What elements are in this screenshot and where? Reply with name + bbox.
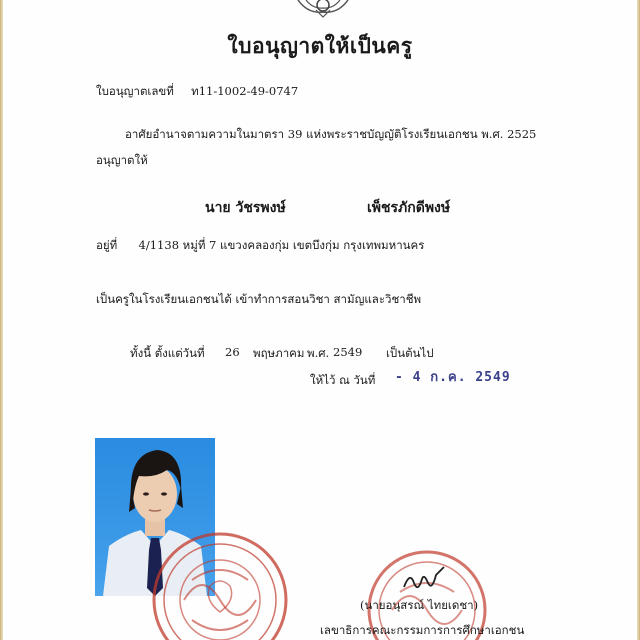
effective-day: 26 xyxy=(225,345,240,359)
role-text: เป็นครูในโรงเรียนเอกชนได้ เข้าทำการสอนวิชา สามัญและวิชาชีพ xyxy=(96,292,422,306)
page-edge-left xyxy=(0,0,3,640)
signature-mark xyxy=(400,565,450,595)
issued-date-stamp: - 4 ก.ค. 2549 xyxy=(395,370,511,385)
person-last-name: เพ็ชรภักดีพงษ์ xyxy=(367,200,451,216)
garuda-emblem-icon xyxy=(288,0,358,18)
signatory-position: เลขาธิการคณะกรรมการการศึกษาเอกชน xyxy=(320,623,525,637)
certificate-title: ใบอนุญาตให้เป็นครู xyxy=(227,33,413,58)
address-value: 4/1138 หมู่ที่ 7 แขวงคลองกุ่ม เขตบึงกุ่ม กรุงเทพมหานคร xyxy=(138,238,425,252)
license-number-value: ท11-1002-49-0747 xyxy=(191,84,299,98)
signatory-name: (นายอนุสรณ์ ไทยเดชา) xyxy=(360,598,479,612)
license-number-row xyxy=(96,83,298,101)
effective-year-label: พ.ศ. xyxy=(307,346,330,360)
person-first-name: นาย วัชรพงษ์ xyxy=(205,200,286,216)
effective-label: ทั้งนี้ ตั้งแต่วันที่ xyxy=(130,346,205,360)
official-seal-left-icon xyxy=(140,520,300,640)
authority-text: อาศัยอำนาจตามความในมาตรา 39 แห่งพระราชบัญญัติโรงเรียนเอกชน พ.ศ. 2525 xyxy=(125,127,537,141)
permit-text: อนุญาตให้ xyxy=(96,153,148,167)
issued-label: ให้ไว้ ณ วันที่ xyxy=(310,373,376,387)
license-number-label: ใบอนุญาตเลขที่ xyxy=(96,84,174,98)
effective-month: พฤษภาคม xyxy=(253,346,305,360)
address-label: อยู่ที่ xyxy=(96,238,118,252)
effective-year: 2549 xyxy=(333,345,363,359)
address-row xyxy=(96,237,424,255)
effective-suffix: เป็นต้นไป xyxy=(386,346,434,360)
